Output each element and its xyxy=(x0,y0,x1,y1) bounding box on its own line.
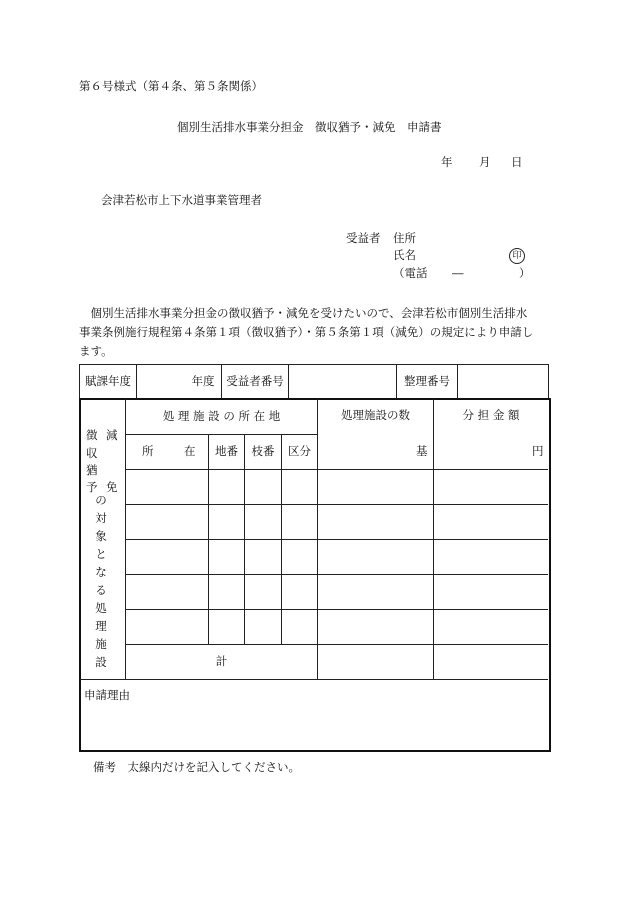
total-label: 計 xyxy=(215,654,228,669)
date-month-label: 月 xyxy=(479,155,491,169)
side-label-3: 収 xyxy=(86,446,98,460)
count-unit: 基 xyxy=(416,444,428,458)
division-header: 区分 xyxy=(288,444,311,459)
branch-no-header: 枝番 xyxy=(251,444,275,459)
year-unit-label: 年度 xyxy=(191,374,215,389)
applicant-role-label: 受益者 xyxy=(346,231,381,245)
date-year-label: 年 xyxy=(441,155,453,169)
note: 備考 太線内だけを記入してください。 xyxy=(93,760,300,774)
lot-no-header: 地番 xyxy=(215,444,238,459)
form-number: 第６号様式（第４条、第５条関係） xyxy=(79,79,263,93)
side-label-1: 徴 xyxy=(86,428,98,442)
body-line-1: 個別生活排水事業分担金の徴収猶予・減免を受けたいので、会津若松市個別生活排水 xyxy=(79,306,528,320)
form-title: 個別生活排水事業分担金 徴収猶予・減免 申請書 xyxy=(177,120,442,134)
reference-no-input[interactable] xyxy=(458,365,548,399)
charge-amount-header: 分 担 金 額 xyxy=(462,408,520,422)
seal-mark: 印 xyxy=(509,248,525,264)
phone-label: （電話 xyxy=(393,266,428,280)
beneficiary-no-label: 受益者番号 xyxy=(226,374,284,389)
reference-no-label: 整理番号 xyxy=(404,374,450,389)
place-label-b: 在 xyxy=(184,444,196,458)
side-label-5: 予 xyxy=(86,480,98,494)
side-label-4: 猶 xyxy=(86,463,98,477)
phone-dash: ― xyxy=(452,266,464,280)
phone-close: ） xyxy=(519,266,531,280)
side-label-6: 免 xyxy=(106,480,118,494)
side-label-rest: の 対 象 と な る 処 理 施 設 xyxy=(95,493,107,669)
facility-location-header: 処 理 施 設 の 所 在 地 xyxy=(162,409,281,424)
date-day-label: 日 xyxy=(511,155,523,169)
tax-year-label: 賦課年度 xyxy=(85,374,131,389)
address-label: 住所 xyxy=(393,231,416,245)
side-label-2: 減 xyxy=(106,428,118,442)
addressee: 会津若松市上下水道事業管理者 xyxy=(101,193,262,207)
reason-input[interactable] xyxy=(82,704,546,746)
beneficiary-no-input[interactable] xyxy=(289,365,396,399)
place-label-a: 所 xyxy=(142,444,154,458)
reason-label: 申請理由 xyxy=(84,688,130,702)
body-line-2: 事業条例施行規程第４条第１項（徴収猶予）・第５条第１項（減免）の規定により申請し xyxy=(79,325,534,339)
body-paragraph xyxy=(79,304,551,361)
amount-unit: 円 xyxy=(532,444,544,458)
body-line-3: ます。 xyxy=(79,344,113,358)
name-label: 氏名 xyxy=(393,248,416,262)
tax-year-input[interactable] xyxy=(137,365,185,399)
facility-count-header: 処理施設の数 xyxy=(341,408,410,422)
